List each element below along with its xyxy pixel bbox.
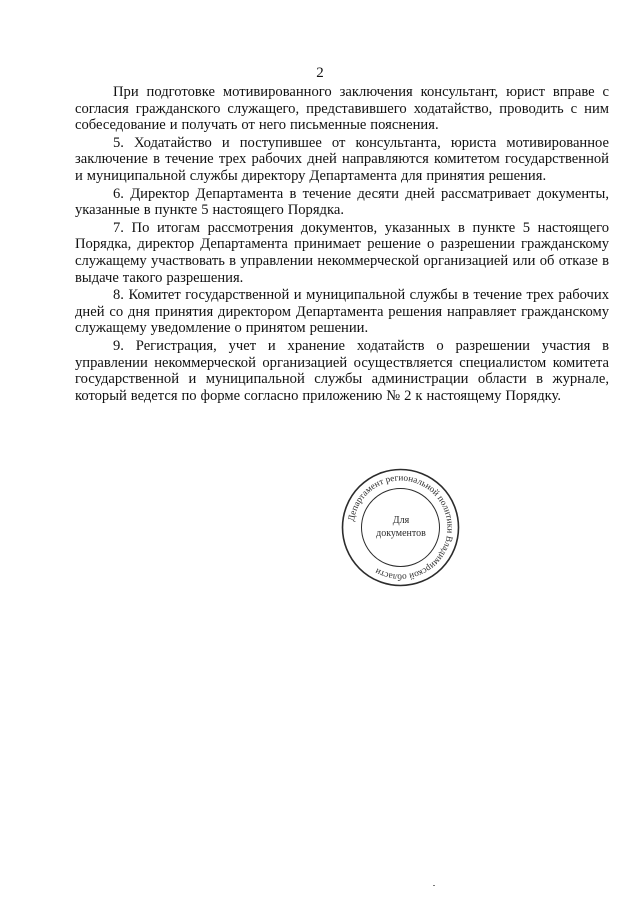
scan-speck [433, 885, 435, 886]
document-body [75, 84, 609, 404]
paragraph-consultation: При подготовке мотивированного заключения консультант, юрист вправе с согласия гражданского служащего, представившего ходатайство, проводить с ним собеседование и получать от него письменные пояснения. [75, 84, 609, 134]
paragraph-item-5: 5. Ходатайство и поступившее от консультанта, юриста мотивированное заключение в течение трех рабочих дней направляются комитетом государственной и муниципальной службы директору Департамента для принятия решения. [75, 134, 609, 184]
paragraph-item-9: 9. Регистрация, учет и хранение ходатайств о разрешении участия в управлении некоммерческой организацией осуществляется специалистом комитета государственной и муниципальной службы администрации области в журнале, который ведется по форме согласно приложению № 2 к настоящему Порядку. [75, 337, 609, 404]
paragraph-item-8: 8. Комитет государственной и муниципальной службы в течение трех рабочих дней со дня принятия директором Департамента решения направляет гражданскому служащему уведомление о принятом решении. [75, 287, 609, 337]
page-number: 2 [316, 65, 324, 81]
department-seal-stamp [340, 467, 461, 588]
stamp-ring-text: Департамент региональной политики Владимирской области [345, 472, 456, 583]
stamp-center-line-2: документов [376, 528, 426, 539]
paragraph-item-7: 7. По итогам рассмотрения документов, указанных в пункте 5 настоящего Порядка, директор Департамента принимает решение о разрешении гражданскому служащему участвовать в управлении некоммерческой организацией или об отказе в выдаче такого разрешения. [75, 219, 609, 286]
stamp-center-line-1: Для [392, 515, 410, 526]
paragraph-item-6: 6. Директор Департамента в течение десяти дней рассматривает документы, указанные в пункте 5 настоящего Порядка. [75, 185, 609, 219]
